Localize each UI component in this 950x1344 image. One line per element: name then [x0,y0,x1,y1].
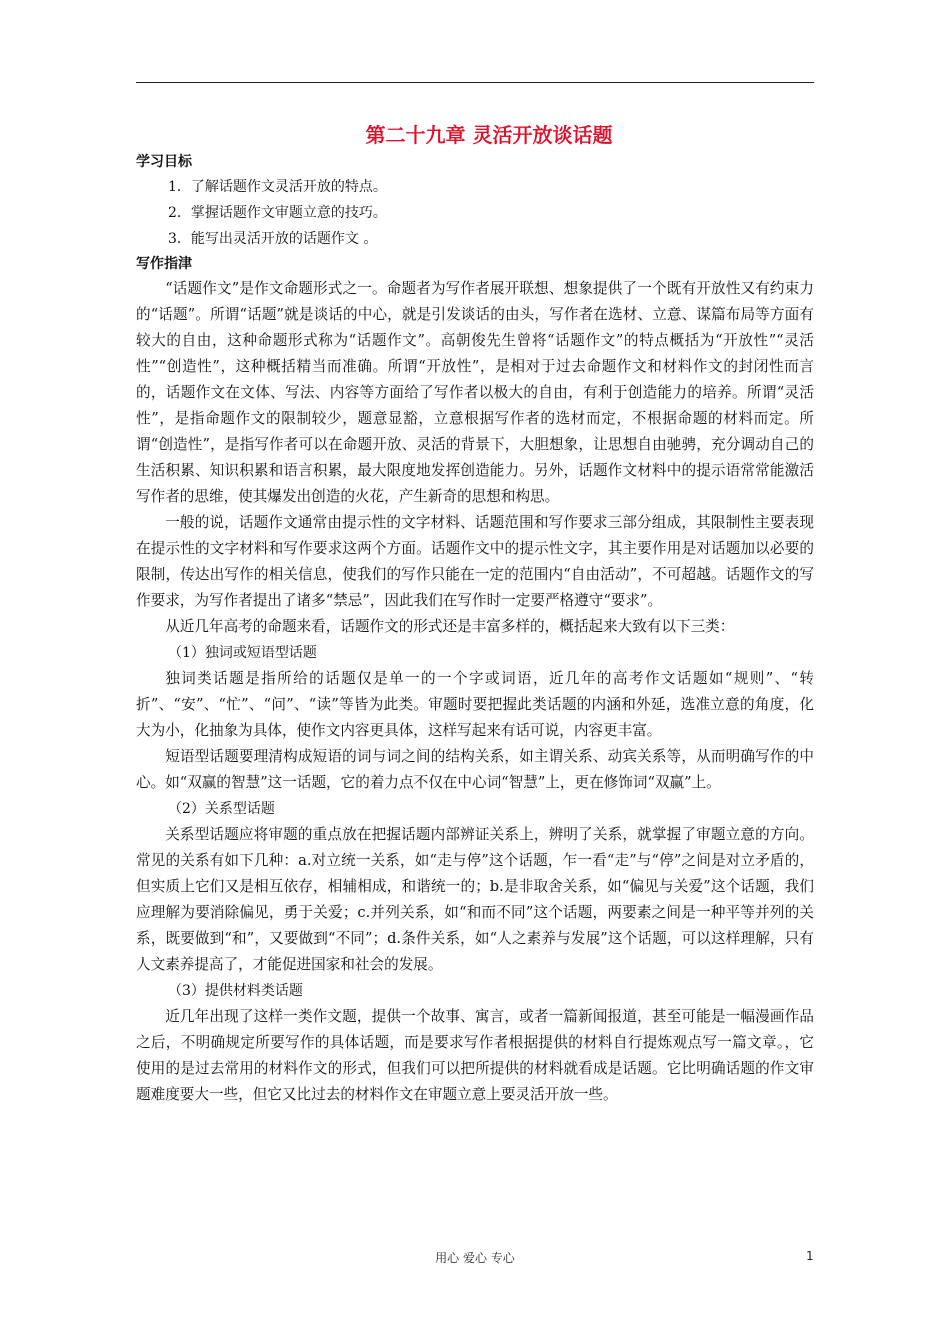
subheading-single-word: （1）独词或短语型话题 [168,645,317,661]
goal-item: 3．能写出灵活开放的话题作文 。 [168,231,378,247]
guide-paragraph: 一般的说，话题作文通常由提示性的文字材料、话题范围和写作要求三部分组成，其限制性主要表现在提示性的文字材料和写作要求这两个方面。话题作文中的提示性文字，其主要作用是对话题加以必要的限制，传达出写作的相关信息，使我们的写作只能在一定的范围内“自由活动”，不可超越。话题作文的写作要求，为写作者提出了诸多“禁忌”，因此我们在写作时一定要严格遵守“要求”。 [136,514,814,609]
guide-paragraph: “话题作文”是作文命题形式之一。命题者为写作者展开联想、想象提供了一个既有开放性又有约束力的“话题”。所谓“话题”就是谈话的中心，就是引发谈话的由头，写作者在选材、立意、谋篇布局等方面有较大的自由，这种命题形式称为“话题作文”。高朝俊先生曾将“话题作文”的特点概括为“开放性”“灵活性”“创造性”，这种概括精当而准确。所谓“开放性”，是相对于过去命题作文和材料作文的封闭性而言的，话题作文在文体、写法、内容等方面给了写作者以极大的自由，有利于创造能力的培养。所谓“灵活性”，是指命题作文的限制较少，题意显豁，立意根据写作者的选材而定，不根据命题的材料而定。所谓“创造性”，是指写作者可以在命题开放、灵活的背景下，大胆想象，让思想自由驰骋，充分调动自己的生活积累、知识积累和语言积累，最大限度地发挥创造能力。另外，话题作文材料中的提示语常常能激活写作者的思维，使其爆发出创造的火花，产生新奇的思想和构思。 [136,280,814,505]
goals-heading: 学习目标 [136,154,192,170]
subheading-relation: （2）关系型话题 [168,801,275,817]
guide-paragraph: 从近几年高考的命题来看，话题作文的形式还是丰富多样的，概括起来大致有以下三类： [165,618,735,635]
chapter-title: 第二十九章 灵活开放谈话题 [365,123,613,147]
goal-item: 2．掌握话题作文审题立意的技巧。 [168,205,387,221]
guide-paragraph: 短语型话题要理清构成短语的词与词之间的结构关系，如主谓关系、动宾关系等，从而明确写作的中心。如“双赢的智慧”这一话题，它的着力点不仅在中心词“智慧”上，更在修饰词“双赢”上。 [136,748,814,791]
subheading-material: （3）提供材料类话题 [168,983,303,999]
guide-paragraph: 独词类话题是指所给的话题仅是单一的一个字或词语，近几年的高考作文话题如“规则”、“转折”、“安”、“忙”、“问”、“读”等皆为此类。审题时要把握此类话题的内涵和外延，选准立意的角度，化大为小，化抽象为具体，使作文内容更具体，这样写起来有话可说，内容更丰富。 [136,670,814,739]
header-rule [136,82,814,83]
footer-motto: 用心 爱心 专心 [435,1251,515,1265]
guide-paragraph: 近几年出现了这样一类作文题，提供一个故事、寓言，或者一篇新闻报道，甚至可能是一幅漫画作品之后，不明确规定所要写作的具体话题，而是要求写作者根据提供的材料自行提炼观点写一篇文章。，它使用的是过去常用的材料作文的形式，但我们可以把所提供的材料就看成是话题。它比明确话题的作文审题难度要大一些，但它又比过去的材料作文在审题立意上要灵活开放一些。 [136,1008,814,1103]
page-number: 1 [806,1249,814,1263]
guide-paragraph: 关系型话题应将审题的重点放在把握话题内部辨证关系上，辨明了关系，就掌握了审题立意的方向。常见的关系有如下几种：a.对立统一关系，如“走与停”这个话题，乍一看“走”与“停”之间是对立矛盾的，但实质上它们又是相互依存，相辅相成，和谐统一的；b.是非取舍关系，如“偏见与关爱”这个话题，我们应理解为要消除偏见，勇于关爱；c.并列关系，如“和而不同”这个话题，两要素之间是一种平等并列的关系，既要做到“和”，又要做到“不同”；d.条件关系，如“人之素养与发展”这个话题，可以这样理解，只有人文素养提高了，才能促进国家和社会的发展。 [136,826,814,973]
guide-heading: 写作指津 [136,256,192,272]
goal-item: 1．了解话题作文灵活开放的特点。 [168,179,387,195]
document-body [136,120,814,1108]
